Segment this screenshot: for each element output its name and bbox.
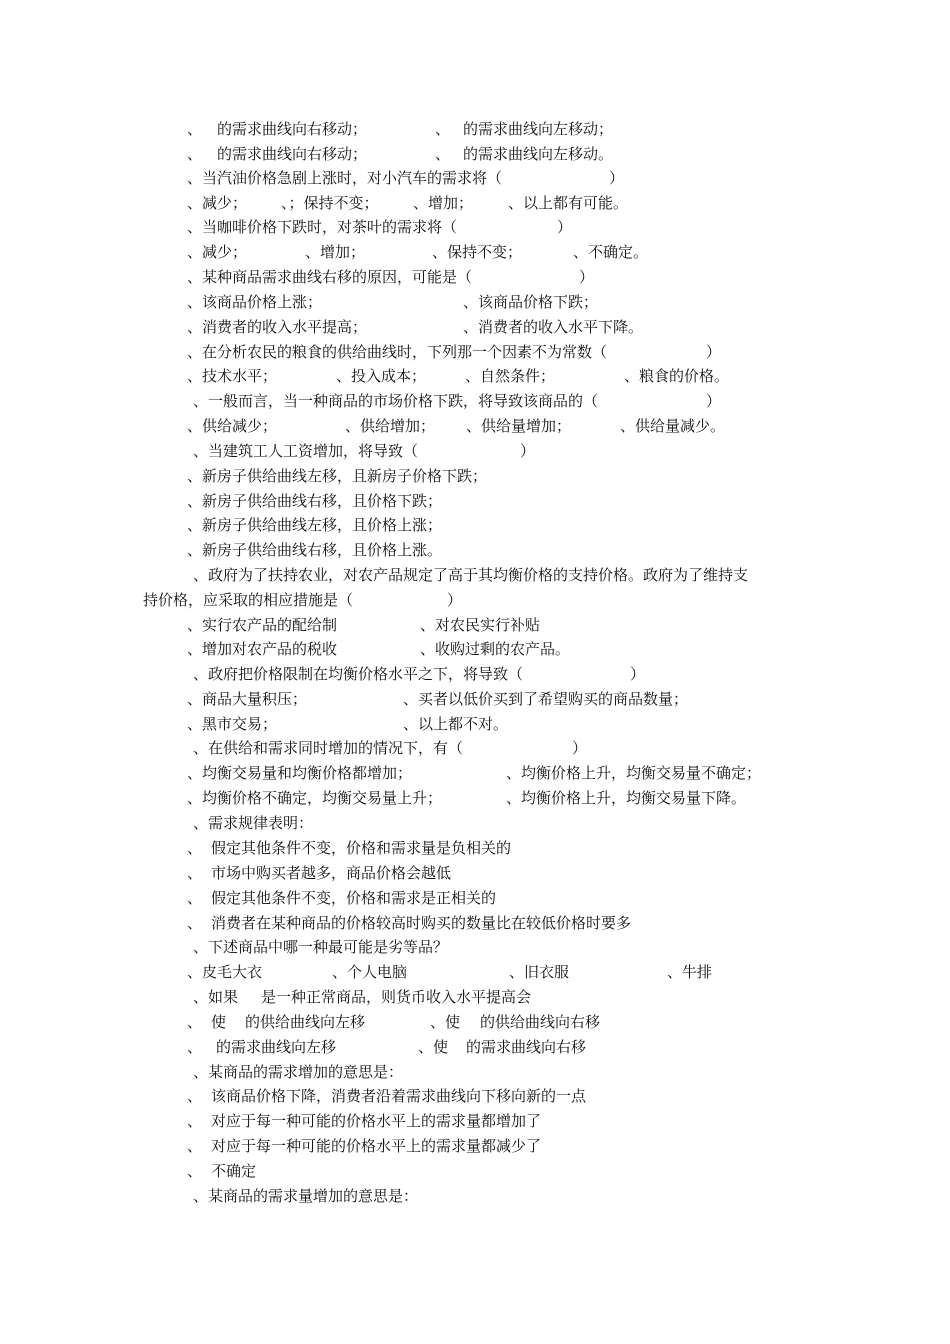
- text-line: [0, 736, 950, 760]
- text-segment: 、供给增加；: [345, 417, 436, 435]
- text-segment: 、在供给和需求同时增加的情况下，有（: [193, 739, 464, 757]
- text-segment: 的需求曲线向左移动。: [463, 145, 614, 163]
- text-line: [0, 191, 950, 215]
- text-segment: 、新房子供给曲线右移，且价格上涨。: [187, 541, 443, 559]
- text-segment: 、均衡交易量和均衡价格都增加；: [187, 764, 413, 782]
- text-line: [0, 340, 950, 364]
- text-segment: 、下述商品中哪一种最可能是劣等品？: [193, 938, 449, 956]
- text-line: [0, 761, 950, 785]
- text-segment: 、投入成本；: [336, 367, 427, 385]
- text-segment: 的需求曲线向右移动；: [217, 120, 368, 138]
- text-segment: 、牛排: [667, 963, 713, 981]
- text-segment: 、某商品的需求量增加的意思是：: [193, 1187, 419, 1205]
- text-line: [0, 290, 950, 314]
- text-segment: 、需求规律表明：: [193, 814, 314, 832]
- text-segment: 、在分析农民的粮食的供给曲线时，下列那一个因素不为常数（: [187, 343, 608, 361]
- text-line: [0, 117, 950, 141]
- text-segment: 、自然条件；: [465, 367, 556, 385]
- text-line: [0, 613, 950, 637]
- text-segment: ）: [520, 442, 536, 460]
- text-segment: ）: [579, 268, 595, 286]
- text-segment: 、当建筑工人工资增加，将导致（: [193, 442, 419, 460]
- text-segment: 、: [187, 120, 203, 138]
- text-line: [0, 911, 950, 935]
- text-line: [0, 637, 950, 661]
- text-line: [0, 1035, 950, 1059]
- text-line: [0, 1060, 950, 1084]
- text-segment: 、: [435, 120, 451, 138]
- text-segment: 、当咖啡价格下跌时，对茶叶的需求将（: [187, 218, 458, 236]
- text-segment: 、使: [418, 1038, 449, 1056]
- text-segment: 、供给减少；: [187, 417, 278, 435]
- text-segment: 对应于每一种可能的价格水平上的需求量都减少了: [211, 1137, 542, 1155]
- text-line: [0, 786, 950, 810]
- text-segment: 、减少；: [187, 243, 248, 261]
- text-line: [0, 960, 950, 984]
- text-line: [0, 886, 950, 910]
- text-line: [0, 414, 950, 438]
- text-segment: 、收购过剩的农产品。: [420, 640, 571, 658]
- text-segment: 、粮食的价格。: [624, 367, 730, 385]
- text-segment: 、实行农产品的配给制: [187, 616, 338, 634]
- text-line: [0, 142, 950, 166]
- text-segment: 、技术水平；: [187, 367, 278, 385]
- text-line: [0, 563, 950, 587]
- text-line: [0, 215, 950, 239]
- text-segment: 、增加；: [413, 194, 474, 212]
- text-segment: 、: [187, 864, 203, 882]
- text-segment: 的供给曲线向左移: [245, 1013, 366, 1031]
- text-segment: 、: [187, 914, 203, 932]
- text-line: [0, 687, 950, 711]
- text-line: [0, 588, 950, 612]
- text-line: [0, 389, 950, 413]
- text-segment: 、: [187, 145, 203, 163]
- text-segment: 的需求曲线向右移动；: [217, 145, 368, 163]
- text-segment: 、旧衣服: [509, 963, 570, 981]
- text-segment: 、增加；: [305, 243, 366, 261]
- text-segment: 、商品大量积压；: [187, 690, 308, 708]
- text-segment: 、减少；: [187, 194, 248, 212]
- text-segment: 、: [187, 1087, 203, 1105]
- text-segment: 假定其他条件不变，价格和需求是正相关的: [211, 889, 497, 907]
- text-segment: 、个人电脑: [332, 963, 408, 981]
- text-line: [0, 1109, 950, 1133]
- text-line: [0, 364, 950, 388]
- text-segment: 、供给量增加；: [466, 417, 572, 435]
- text-line: [0, 1134, 950, 1158]
- text-segment: 、均衡价格不确定，均衡交易量上升；: [187, 789, 443, 807]
- text-segment: 、买者以低价买到了希望购买的商品数量；: [403, 690, 689, 708]
- text-segment: 消费者在某种商品的价格较高时购买的数量比在较低价格时要多: [211, 914, 632, 932]
- text-segment: 、以上都不对。: [403, 715, 509, 733]
- text-segment: ）: [557, 218, 573, 236]
- text-line: [0, 1184, 950, 1208]
- text-segment: ）: [706, 343, 722, 361]
- text-segment: 、使: [430, 1013, 461, 1031]
- text-segment: 、增加对农产品的税收: [187, 640, 338, 658]
- text-line: [0, 464, 950, 488]
- text-segment: 、如果: [193, 988, 239, 1006]
- text-segment: 、: [187, 839, 203, 857]
- text-line: [0, 836, 950, 860]
- text-line: [0, 1084, 950, 1108]
- text-segment: 持价格，应采取的相应措施是（: [143, 591, 354, 609]
- text-segment: ）: [706, 392, 722, 410]
- text-segment: 、皮毛大衣: [187, 963, 263, 981]
- text-segment: ）: [630, 665, 646, 683]
- text-segment: 的需求曲线向右移: [466, 1038, 587, 1056]
- text-segment: 该商品价格下降，消费者沿着需求曲线向下移向新的一点: [211, 1087, 587, 1105]
- text-segment: 、: [187, 1038, 203, 1056]
- text-segment: 、新房子供给曲线右移，且价格下跌；: [187, 492, 443, 510]
- text-segment: 、当汽油价格急剧上涨时，对小汽车的需求将（: [187, 169, 503, 187]
- text-segment: 是一种正常商品，则货币收入水平提高会: [261, 988, 532, 1006]
- text-segment: 、消费者的收入水平提高；: [187, 318, 368, 336]
- text-line: [0, 265, 950, 289]
- text-segment: 、均衡价格上升，均衡交易量下降。: [506, 789, 747, 807]
- text-line: [0, 811, 950, 835]
- text-line: [0, 1010, 950, 1034]
- text-segment: 的供给曲线向右移: [480, 1013, 601, 1031]
- text-segment: 假定其他条件不变，价格和需求量是负相关的: [211, 839, 512, 857]
- text-segment: 、: [435, 145, 451, 163]
- text-segment: ）: [572, 739, 588, 757]
- text-segment: 、新房子供给曲线左移，且新房子价格下跌；: [187, 467, 488, 485]
- text-line: [0, 1159, 950, 1183]
- text-line: [0, 935, 950, 959]
- text-line: [0, 240, 950, 264]
- text-line: [0, 712, 950, 736]
- text-line: [0, 662, 950, 686]
- text-segment: 、消费者的收入水平下降。: [463, 318, 644, 336]
- text-segment: 、: [187, 1112, 203, 1130]
- text-segment: 、不确定。: [573, 243, 649, 261]
- text-segment: 对应于每一种可能的价格水平上的需求量都增加了: [211, 1112, 542, 1130]
- text-segment: 、: [187, 1162, 203, 1180]
- text-segment: 、一般而言，当一种商品的市场价格下跌，将导致该商品的（: [193, 392, 599, 410]
- text-segment: 、某商品的需求增加的意思是：: [193, 1063, 404, 1081]
- text-segment: 不确定: [211, 1162, 257, 1180]
- text-line: [0, 538, 950, 562]
- text-segment: 、供给量减少。: [620, 417, 726, 435]
- text-segment: 的需求曲线向左移动；: [463, 120, 614, 138]
- text-segment: 、: [187, 1013, 203, 1031]
- text-segment: 、；保持不变；: [281, 194, 379, 212]
- text-segment: 、: [187, 889, 203, 907]
- text-segment: 、该商品价格上涨；: [187, 293, 323, 311]
- text-segment: 、保持不变；: [432, 243, 523, 261]
- text-line: [0, 315, 950, 339]
- text-line: [0, 861, 950, 885]
- text-segment: 市场中购买者越多，商品价格会越低: [211, 864, 452, 882]
- text-segment: 、以上都有可能。: [508, 194, 629, 212]
- text-segment: 、新房子供给曲线左移，且价格上涨；: [187, 516, 443, 534]
- text-segment: ）: [609, 169, 625, 187]
- text-line: [0, 513, 950, 537]
- text-segment: 、某种商品需求曲线右移的原因，可能是（: [187, 268, 473, 286]
- text-segment: 、政府把价格限制在均衡价格水平之下，将导致（: [193, 665, 524, 683]
- text-line: [0, 439, 950, 463]
- text-line: [0, 489, 950, 513]
- text-segment: 使: [211, 1013, 227, 1031]
- text-segment: 、该商品价格下跌；: [463, 293, 599, 311]
- text-line: [0, 985, 950, 1009]
- text-segment: 、政府为了扶持农业，对农产品规定了高于其均衡价格的支持价格。政府为了维持支: [193, 566, 749, 584]
- text-segment: 、对农民实行补贴: [420, 616, 541, 634]
- text-segment: 、均衡价格上升，均衡交易量不确定；: [506, 764, 762, 782]
- text-segment: 、: [187, 1137, 203, 1155]
- text-segment: 的需求曲线向左移: [216, 1038, 337, 1056]
- text-line: [0, 166, 950, 190]
- text-segment: ）: [447, 591, 463, 609]
- text-segment: 、黑市交易；: [187, 715, 278, 733]
